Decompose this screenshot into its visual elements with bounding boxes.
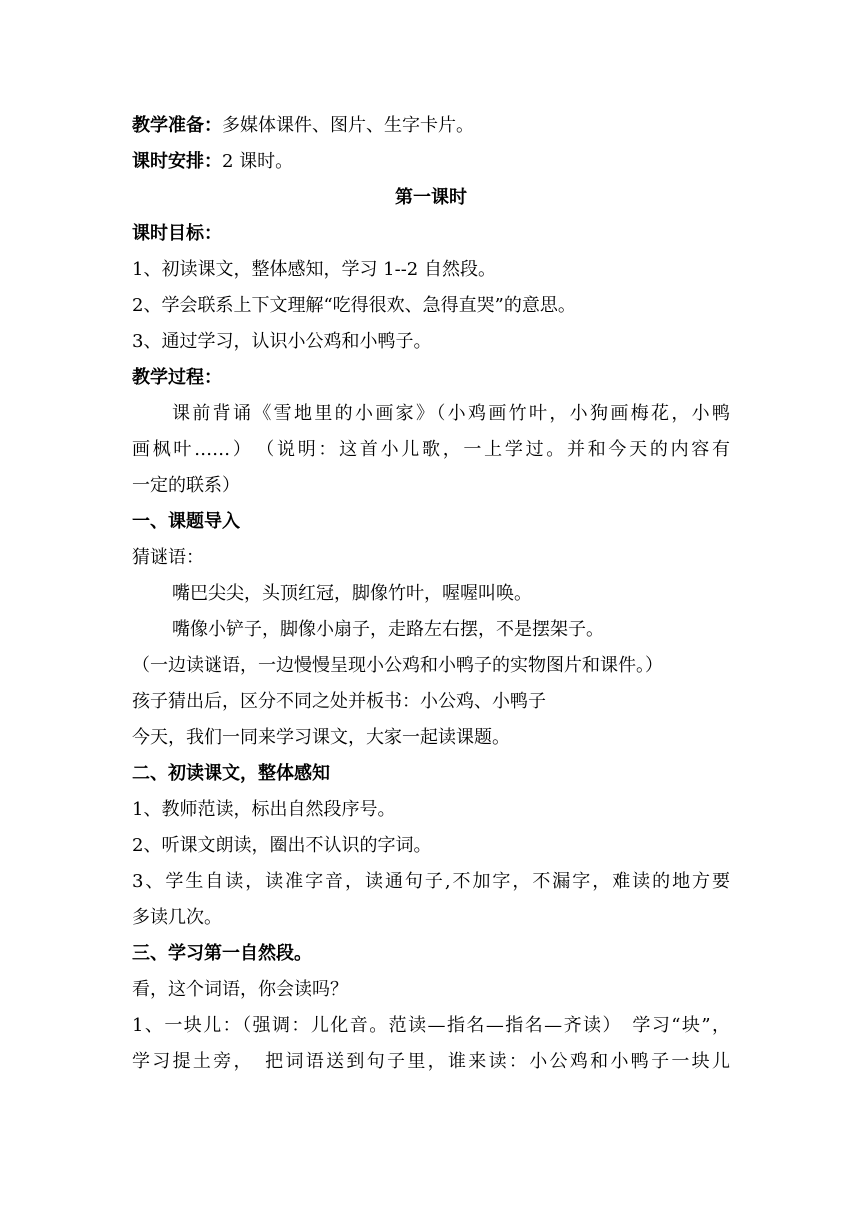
section2-item: 2、听课文朗读，圈出不认识的字词。 [132,835,432,856]
goal-item: 1、初读课文，整体感知，学习 1--2 自然段。 [132,259,496,280]
section1-line: 今天，我们一同来学习课文，大家一起读课题。 [132,727,510,748]
section1-line: 孩子猜出后，区分不同之处并板书：小公鸡、小鸭子 [132,691,546,712]
section2-item: 3、学生自读，读准字音，读通句子,不加字，不漏字，难读的地方要 [132,871,730,892]
section3-heading: 三、学习第一自然段。 [132,943,312,964]
goal-item: 2、学会联系上下文理解“吃得很欢、急得直哭”的意思。 [132,295,576,316]
lesson-title: 第一课时 [395,187,467,208]
section3-line: 1、一块儿：（强调：儿化音。范读—指名—指名—齐读） 学习“块”， [132,1015,730,1036]
process-heading: 教学过程： [132,367,222,388]
riddle-item: 嘴巴尖尖，头顶红冠，脚像竹叶，喔喔叫唤。 [172,583,532,604]
prep-line [132,108,730,144]
schedule-line [132,144,730,180]
section2-item-continued: 多读几次。 [132,907,222,928]
section3-line: 学习提土旁， 把词语送到句子里，谁来读：小公鸡和小鸭子一块儿 [132,1051,730,1072]
section1-line: （一边读谜语，一边慢慢呈现小公鸡和小鸭子的实物图片和课件。） [132,655,663,676]
prep-value: 多媒体课件、图片、生字卡片。 [222,115,474,136]
riddle-label: 猜谜语： [132,547,204,568]
riddle-item: 嘴像小铲子，脚像小扇子，走路左右摆，不是摆架子。 [172,619,604,640]
goals-heading: 课时目标： [132,223,222,244]
section2-heading: 二、初读课文，整体感知 [132,763,330,784]
schedule-value: 2 课时。 [222,151,294,172]
document-page [132,108,730,1080]
prep-label: 教学准备： [132,115,222,136]
intro-line: 一定的联系） [132,475,240,496]
intro-line: 画枫叶……） （说明：这首小儿歌，一上学过。并和今天的内容有 [132,439,730,460]
goal-item: 3、通过学习，认识小公鸡和小鸭子。 [132,331,432,352]
section1-heading: 一、课题导入 [132,511,240,532]
intro-line: 课前背诵《雪地里的小画家》（小鸡画竹叶，小狗画梅花，小鸭 [172,403,730,424]
section3-intro: 看，这个词语，你会读吗？ [132,979,348,1000]
section2-item: 1、教师范读，标出自然段序号。 [132,799,396,820]
schedule-label: 课时安排： [132,151,222,172]
